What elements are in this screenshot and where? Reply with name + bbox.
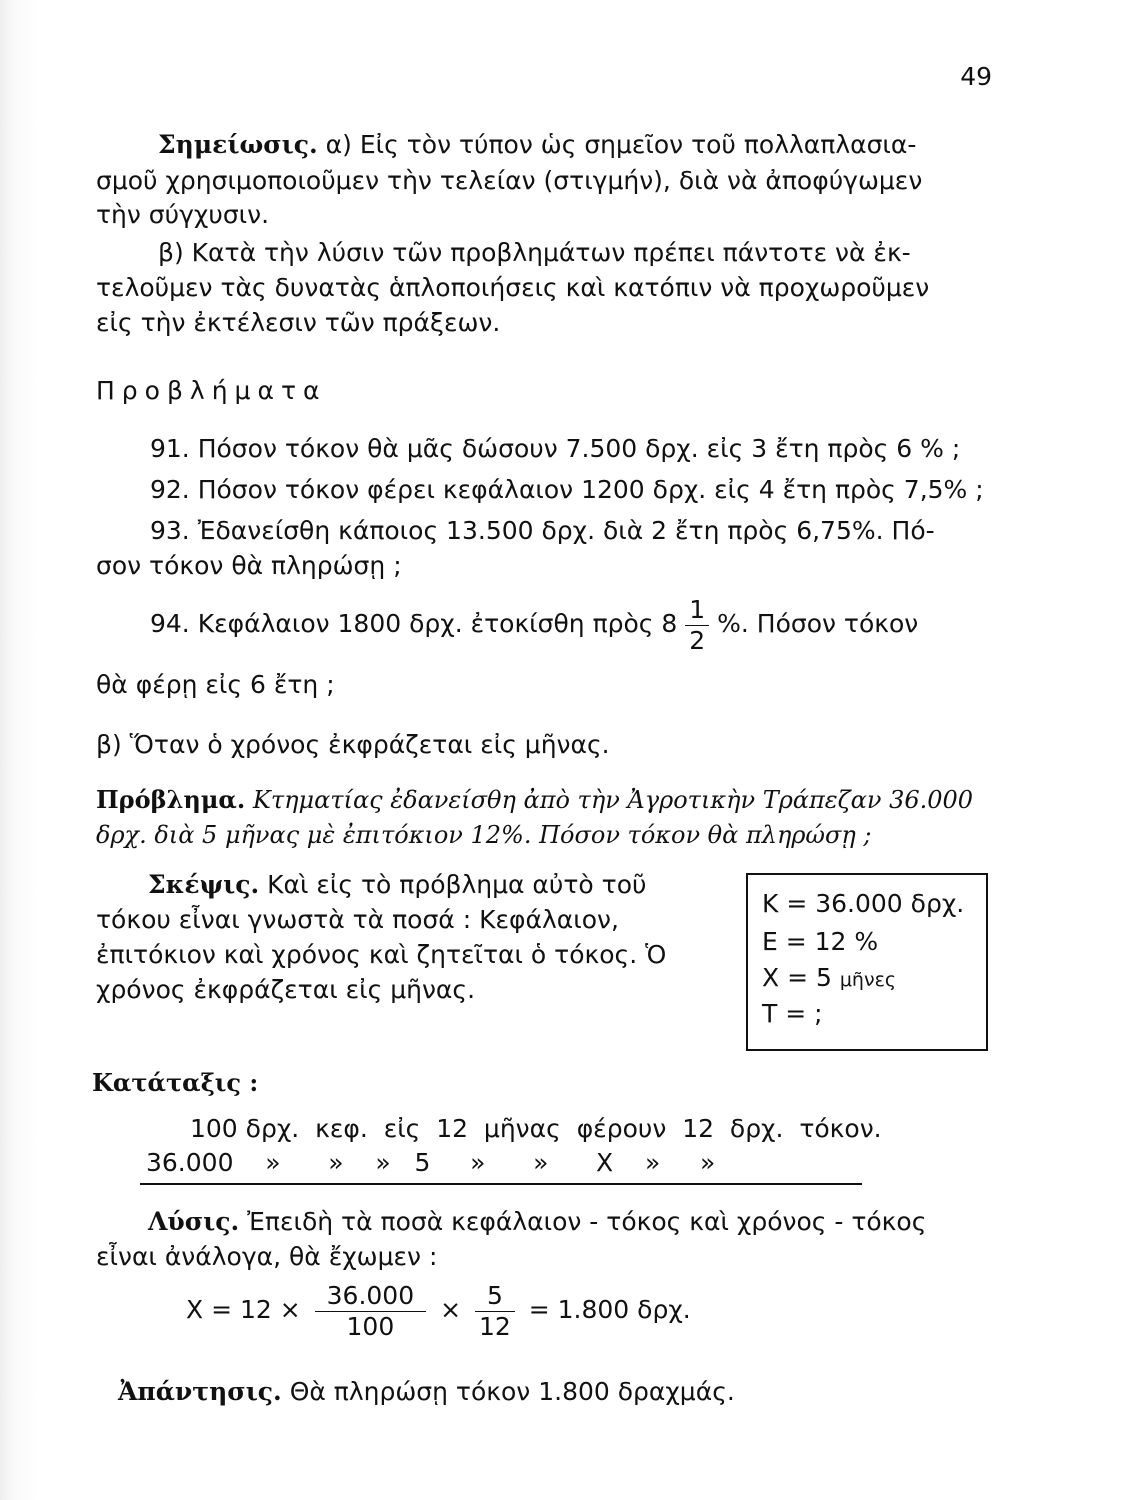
answer-label: Ἀπάντησις.: [118, 1377, 282, 1406]
notes-b-line1: β) Κατὰ τὴν λύσιν τῶν προβλημάτων πρέπει πάντοτε νὰ ἐκ-: [158, 238, 911, 267]
equation-fraction-2-den: 12: [478, 1311, 511, 1341]
problem-line2: δρχ. διὰ 5 μῆνας μὲ ἐπιτόκιον 12%. Πόσον τόκον θὰ πληρώσῃ ;: [96, 821, 872, 849]
equation-post: = 1.800 δρχ.: [528, 1295, 691, 1324]
thinking-text-1: Καὶ εἰς τὸ πρόβλημα αὐτὸ τοῦ: [267, 870, 647, 899]
solution-equation: [186, 1280, 691, 1342]
problems-heading: Προβλήματα: [96, 376, 327, 405]
notes-b-line3: εἰς τὴν ἐκτέλεσιν τῶν πράξεων.: [96, 308, 501, 337]
notes-b-line2: τελοῦμεν τὰς δυνατὰς ἁπλοποιήσεις καὶ κατόπιν νὰ προχωροῦμεν: [96, 273, 930, 302]
answer-line: [118, 1375, 735, 1409]
arrangement-row1: 100 δρχ. κεφ. εἰς 12 μῆνας φέρουν 12 δρχ. τόκον.: [190, 1114, 882, 1143]
solution-label: Λύσις.: [148, 1207, 240, 1236]
page-number: 49: [960, 62, 992, 91]
equation-fraction-1-den: 100: [346, 1311, 395, 1341]
notes-a-line2: σμοῦ χρησιμοποιοῦμεν τὴν τελείαν (στιγμήν), διὰ νὰ ἀποφύγωμεν: [96, 166, 923, 195]
problem-93-line2: σον τόκον θὰ πληρώσῃ ;: [96, 551, 402, 580]
solution-line1: [148, 1205, 926, 1239]
problem-statement-line1: [96, 783, 973, 817]
problem-94-post: %. Πόσον τόκον: [717, 609, 919, 638]
notes-title: Σημείωσις.: [158, 130, 318, 159]
notes-a-line1: α) Εἰς τὸν τύπον ὡς σημεῖον τοῦ πολλαπλασια-: [325, 130, 917, 159]
thinking-line2: τόκου εἶναι γνωστὰ τὰ ποσά : Κεφάλαιον,: [96, 905, 619, 934]
thinking-line1: [148, 868, 646, 902]
arrangement-label: Κατάταξις :: [92, 1068, 259, 1097]
problem-93-line1: 93. Ἐδανείσθη κάποιος 13.500 δρχ. διὰ 2 ἔτη πρὸς 6,75%. Πό-: [150, 516, 935, 545]
box-x: Χ = 5: [762, 963, 832, 992]
arrangement-row2: 36.000 » » » 5 » » Χ » »: [146, 1148, 716, 1177]
box-e: Ε = 12 %: [762, 927, 879, 956]
answer-text: Θὰ πληρώσῃ τόκον 1.800 δραχμάς.: [289, 1377, 735, 1406]
solution-line2: εἶναι ἀνάλογα, θὰ ἔχωμεν :: [96, 1242, 438, 1271]
thinking-line4: χρόνος ἐκφράζεται εἰς μῆνας.: [96, 975, 476, 1004]
box-k: Κ = 36.000 δρχ.: [762, 889, 965, 918]
problem-94-line1: [150, 594, 918, 656]
box-t: Τ = ;: [762, 999, 823, 1028]
given-values-box: [746, 873, 988, 1051]
notes-line-1: [158, 128, 916, 162]
notes-a-line3: τὴν σύγχυσιν.: [96, 200, 270, 229]
problem-91: 91. Πόσον τόκον θὰ μᾶς δώσουν 7.500 δρχ. εἰς 3 ἔτη πρὸς 6 % ;: [150, 434, 961, 463]
box-x-row: [762, 963, 896, 992]
arrangement-underline: [140, 1183, 862, 1185]
equation-fraction-1-num: 36.000: [315, 1281, 426, 1312]
problem-line1: Κτηματίας ἐδανείσθη ἀπὸ τὴν Ἀγροτικὴν Τράπεζαν 36.000: [252, 786, 974, 814]
problem-label: Πρόβλημα.: [96, 785, 246, 814]
equation-pre: Χ = 12 ×: [186, 1295, 301, 1324]
problem-94-fraction-num: 1: [685, 595, 709, 626]
box-x-unit: μῆνες: [839, 969, 896, 991]
equation-fraction-1: [315, 1281, 426, 1342]
solution-text-1: Ἐπειδὴ τὰ ποσὰ κεφάλαιον - τόκος καὶ χρόνος - τόκος: [247, 1207, 927, 1236]
thinking-label: Σκέψις.: [148, 870, 260, 899]
problem-94-fraction: [685, 595, 709, 656]
thinking-line3: ἐπιτόκιον καὶ χρόνος καὶ ζητεῖται ὁ τόκος. Ὁ: [96, 940, 667, 969]
equation-fraction-2-num: 5: [475, 1281, 515, 1312]
problem-94-pre: 94. Κεφάλαιον 1800 δρχ. ἐτοκίσθη πρὸς 8: [150, 609, 678, 638]
problem-94-line2: θὰ φέρῃ εἰς 6 ἔτη ;: [96, 670, 335, 699]
problem-92: 92. Πόσον τόκον φέρει κεφάλαιον 1200 δρχ. εἰς 4 ἔτη πρὸς 7,5% ;: [150, 475, 984, 504]
problem-94-fraction-den: 2: [689, 625, 706, 655]
equation-fraction-2: [475, 1281, 515, 1342]
equation-times: ×: [440, 1295, 462, 1324]
section-b-heading: β) Ὅταν ὁ χρόνος ἐκφράζεται εἰς μῆνας.: [96, 730, 610, 759]
